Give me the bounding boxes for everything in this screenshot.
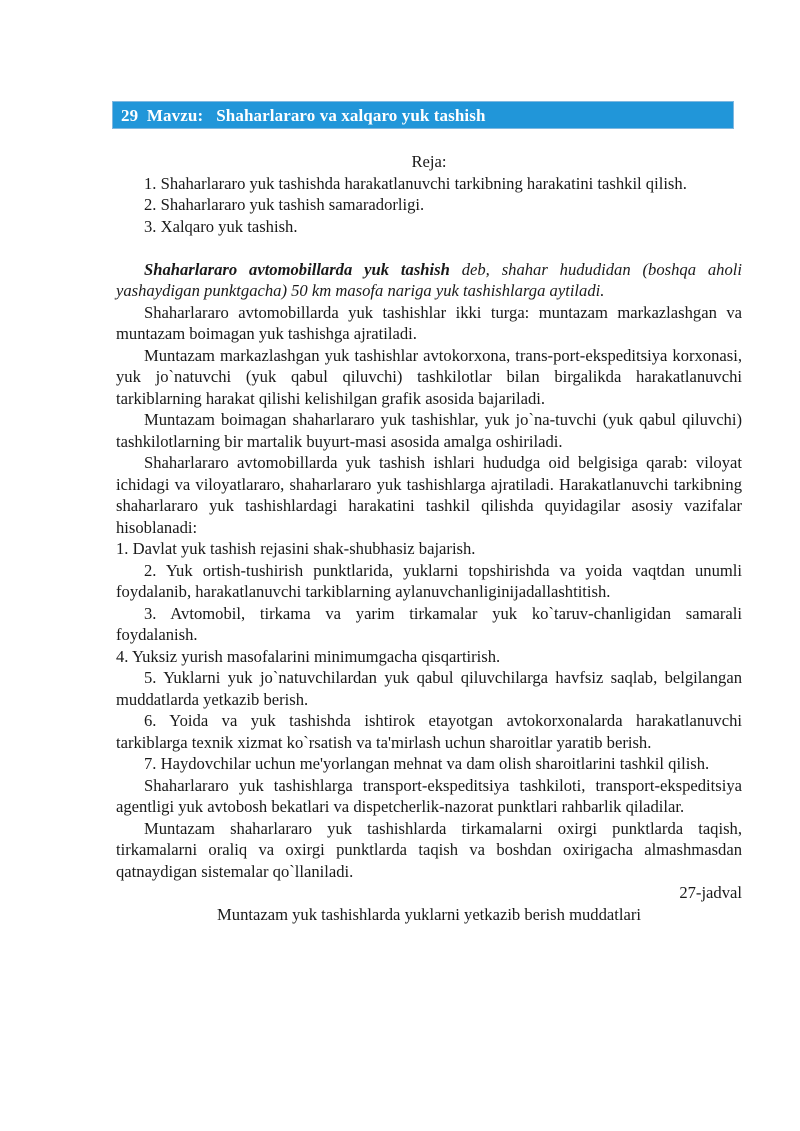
plan-title: Reja: — [411, 152, 447, 171]
task-item: 1. Davlat yuk tashish rejasini shak-shubhasiz bajarish. — [116, 539, 476, 558]
document-body — [116, 151, 742, 925]
task-item: 5. Yuklarni yuk jo`natuvchilardan yuk qabul qiluvchilarga havfsiz saqlab, belgilangan muddatlarda yetkazib berish. — [116, 668, 742, 709]
task-item: 6. Yoida va yuk tashishda ishtirok etayotgan avtokorxonalarda harakatlanuvchi tarkiblarga texnik xizmat ko`rsatish va ta'mirlash uchun sharoitlar yaratib berish. — [116, 711, 742, 752]
body-paragraph: Muntazam boimagan shaharlararo yuk tashishlar, yuk jo`na-tuvchi (yuk qabul qiluvchi) tashkilotlarning bir martalik buyurt-masi asosida amalga oshiriladi. — [116, 410, 742, 451]
task-item: 3. Avtomobil, tirkama va yarim tirkamalar yuk ko`taruv-chanligidan samarali foydalanish. — [116, 603, 742, 644]
plan-item: 2. Shaharlararo yuk tashish samaradorligi. — [144, 195, 425, 214]
body-paragraph: Shaharlararo yuk tashishlarga transport-ekspeditsiya tashkiloti, transport-ekspeditsiya agentligi yuk avtobosh bekatlari va dispetcherlik-nazorat punktlari rahbarlik qiladilar. — [116, 775, 742, 816]
body-paragraph: Muntazam shaharlararo yuk tashishlarda tirkamalarni oxirgi punktlarda taqish, tirkamalarni oraliq va oxirgi punktlarda taqish va boshdan oxirigacha almashmasdan qatnaydigan sistemalar qo`llaniladi. — [116, 818, 742, 881]
definition-term: Shaharlararo avtomobillarda yuk tashish — [144, 259, 450, 279]
plan-item: 3. Xalqaro yuk tashish. — [144, 216, 298, 236]
table-number: 27-jadval — [679, 883, 742, 902]
topic-title: 29 Mavzu: Shaharlararo va xalqaro yuk tashish — [121, 106, 486, 125]
body-paragraph: Shaharlararo avtomobillarda yuk tashishlar ikki turga: muntazam markazlashgan va muntazam boimagan yuk tashishga ajratiladi. — [116, 302, 742, 343]
topic-header-bar — [112, 101, 734, 129]
definition-paragraph — [116, 259, 742, 302]
definition-text: deb, shahar hududidan (boshqa aholi yashaydigan punktgacha) 50 km masofa nariga yuk tashishlarga aytiladi. — [116, 259, 742, 300]
table-caption: Muntazam yuk tashishlarda yuklarni yetkazib berish muddatlari — [217, 904, 641, 924]
blank-line — [116, 237, 742, 259]
body-paragraph: Muntazam markazlashgan yuk tashishlar avtokorxona, trans-port-ekspeditsiya korxonasi, yuk jo`natuvchi (yuk qabul qiluvchi) tashkilotlar bilan birgalikda harakatlanuvchi tarkiblarning harakat qilishi kelishilgan grafik asosida bajariladi. — [116, 345, 742, 408]
plan-item: 1. Shaharlararo yuk tashishda harakatlanuvchi tarkibning harakatini tashkil qilish. — [144, 173, 687, 193]
task-item: 4. Yuksiz yurish masofalarini minimumgacha qisqartirish. — [116, 646, 501, 666]
body-paragraph: Shaharlararo avtomobillarda yuk tashish ishlari hududga oid belgisiga qarab: viloyat ichidagi va viloyatlararo, shaharlararo yuk tashishlarga ajratiladi. Harakatlanuvchi tarkibning shaharlararo yuk tashishlardagi harakatini tashkil qilishda quyidagilar asosiy vazifalar hisoblanadi: — [116, 453, 742, 537]
task-item: 7. Haydovchilar uchun me'yorlangan mehnat va dam olish sharoitlarini tashkil qilish. — [144, 754, 710, 773]
task-item: 2. Yuk ortish-tushirish punktlarida, yuklarni topshirishda va yoida vaqtdan unumli foydalanib, harakatlanuvchi tarkiblarning aylanuvchanliginijadallashtitish. — [116, 560, 742, 601]
